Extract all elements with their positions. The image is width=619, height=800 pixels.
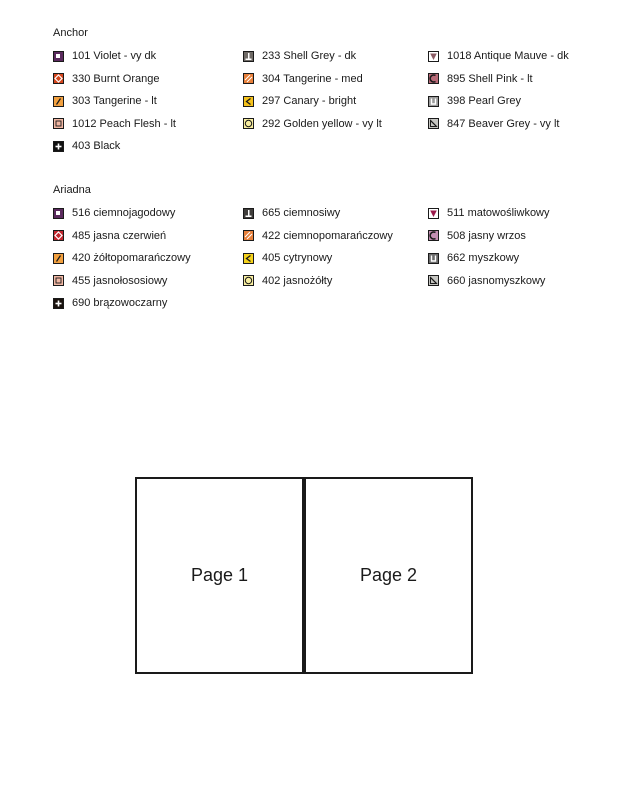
hatch-icon: [243, 230, 254, 241]
triangle-down-icon: [428, 208, 439, 219]
legend-item: [428, 202, 593, 225]
legend-item: [428, 247, 593, 270]
legend-item: [243, 247, 428, 270]
legend-item-label: 1018 Antique Mauve - dk: [447, 50, 569, 63]
legend-item-label: 292 Golden yellow - vy lt: [262, 117, 382, 130]
legend-item: [53, 113, 243, 136]
t-cross-icon: [243, 51, 254, 62]
legend-item-label: 422 ciemnopomarańczowy: [262, 229, 393, 242]
square-dot-icon: [53, 208, 64, 219]
legend-item-label: 297 Canary - bright: [262, 95, 357, 108]
legend-item: [243, 113, 428, 136]
page-1-label: Page 1: [190, 565, 249, 585]
legend-item: [53, 68, 243, 91]
legend-item: [53, 202, 243, 225]
plus-icon: [53, 298, 64, 309]
legend-item: [428, 225, 593, 248]
u-shape-icon: [428, 253, 439, 264]
legend-item: [53, 225, 243, 248]
legend-item: [428, 270, 593, 293]
legend-item-label: 847 Beaver Grey - vy lt: [447, 117, 560, 130]
legend-item-label: 304 Tangerine - med: [262, 72, 363, 85]
legend-item-label: 665 ciemnosiwy: [262, 207, 341, 220]
u-shape-icon: [428, 96, 439, 107]
legend-item-label: 508 jasny wrzos: [447, 229, 526, 242]
crescent-icon: [428, 73, 439, 84]
legend-item-label: 303 Tangerine - lt: [72, 95, 157, 108]
inner-square-icon: [53, 275, 64, 286]
legend-item: [428, 68, 593, 91]
legend-item-label: 455 jasnołososiowy: [72, 274, 168, 287]
page-2-label: Page 2: [359, 565, 418, 585]
legend-item-label: 516 ciemnojagodowy: [72, 207, 176, 220]
slash-icon: [53, 96, 64, 107]
legend-item-label: 660 jasnomyszkowy: [447, 274, 546, 287]
slash-icon: [53, 253, 64, 264]
legend-item: [428, 45, 593, 68]
legend-item: [53, 247, 243, 270]
circle-icon: [243, 118, 254, 129]
page-2-box: [304, 477, 473, 674]
t-cross-icon: [243, 208, 254, 219]
legend-item: [53, 45, 243, 68]
legend-item-label: 485 jasna czerwień: [72, 229, 167, 242]
crescent-icon: [428, 230, 439, 241]
legend-item: [243, 225, 428, 248]
square-dot-icon: [53, 51, 64, 62]
corner-triangle-icon: [428, 275, 439, 286]
triangle-down-icon: [428, 51, 439, 62]
diamond-icon: [53, 230, 64, 241]
legend-item: [243, 270, 428, 293]
legend-item: [53, 292, 243, 315]
ariadna-title: Ariadna: [53, 184, 91, 196]
legend-item-label: 511 matowośliwkowy: [447, 207, 550, 220]
legend-item: [428, 90, 593, 113]
anchor-legend: [53, 45, 593, 158]
legend-item-label: 690 brązowoczarny: [72, 297, 168, 310]
legend-item-label: 330 Burnt Orange: [72, 72, 160, 85]
page-1-box: [135, 477, 304, 674]
legend-item: [243, 45, 428, 68]
legend-item: [53, 90, 243, 113]
inner-square-icon: [53, 118, 64, 129]
anchor-title: Anchor: [53, 27, 88, 39]
legend-item-label: 662 myszkowy: [447, 252, 520, 265]
plus-icon: [53, 141, 64, 152]
legend-item-label: 398 Pearl Grey: [447, 95, 521, 108]
legend-item-label: 101 Violet - vy dk: [72, 50, 157, 63]
legend-item: [243, 68, 428, 91]
legend-item-label: 895 Shell Pink - lt: [447, 72, 533, 85]
legend-item-label: 405 cytrynowy: [262, 252, 333, 265]
legend-item: [428, 113, 593, 136]
hatch-icon: [243, 73, 254, 84]
diamond-icon: [53, 73, 64, 84]
less-than-icon: [243, 253, 254, 264]
ariadna-legend: [53, 202, 593, 315]
legend-item-label: 403 Black: [72, 140, 121, 153]
legend-item: [53, 135, 243, 158]
corner-triangle-icon: [428, 118, 439, 129]
legend-item: [243, 90, 428, 113]
legend-item-label: 1012 Peach Flesh - lt: [72, 117, 176, 130]
legend-item: [243, 202, 428, 225]
legend-item: [53, 270, 243, 293]
circle-icon: [243, 275, 254, 286]
legend-item-label: 420 żółtopomarańczowy: [72, 252, 191, 265]
less-than-icon: [243, 96, 254, 107]
legend-item-label: 233 Shell Grey - dk: [262, 50, 357, 63]
legend-item-label: 402 jasnożółty: [262, 274, 333, 287]
